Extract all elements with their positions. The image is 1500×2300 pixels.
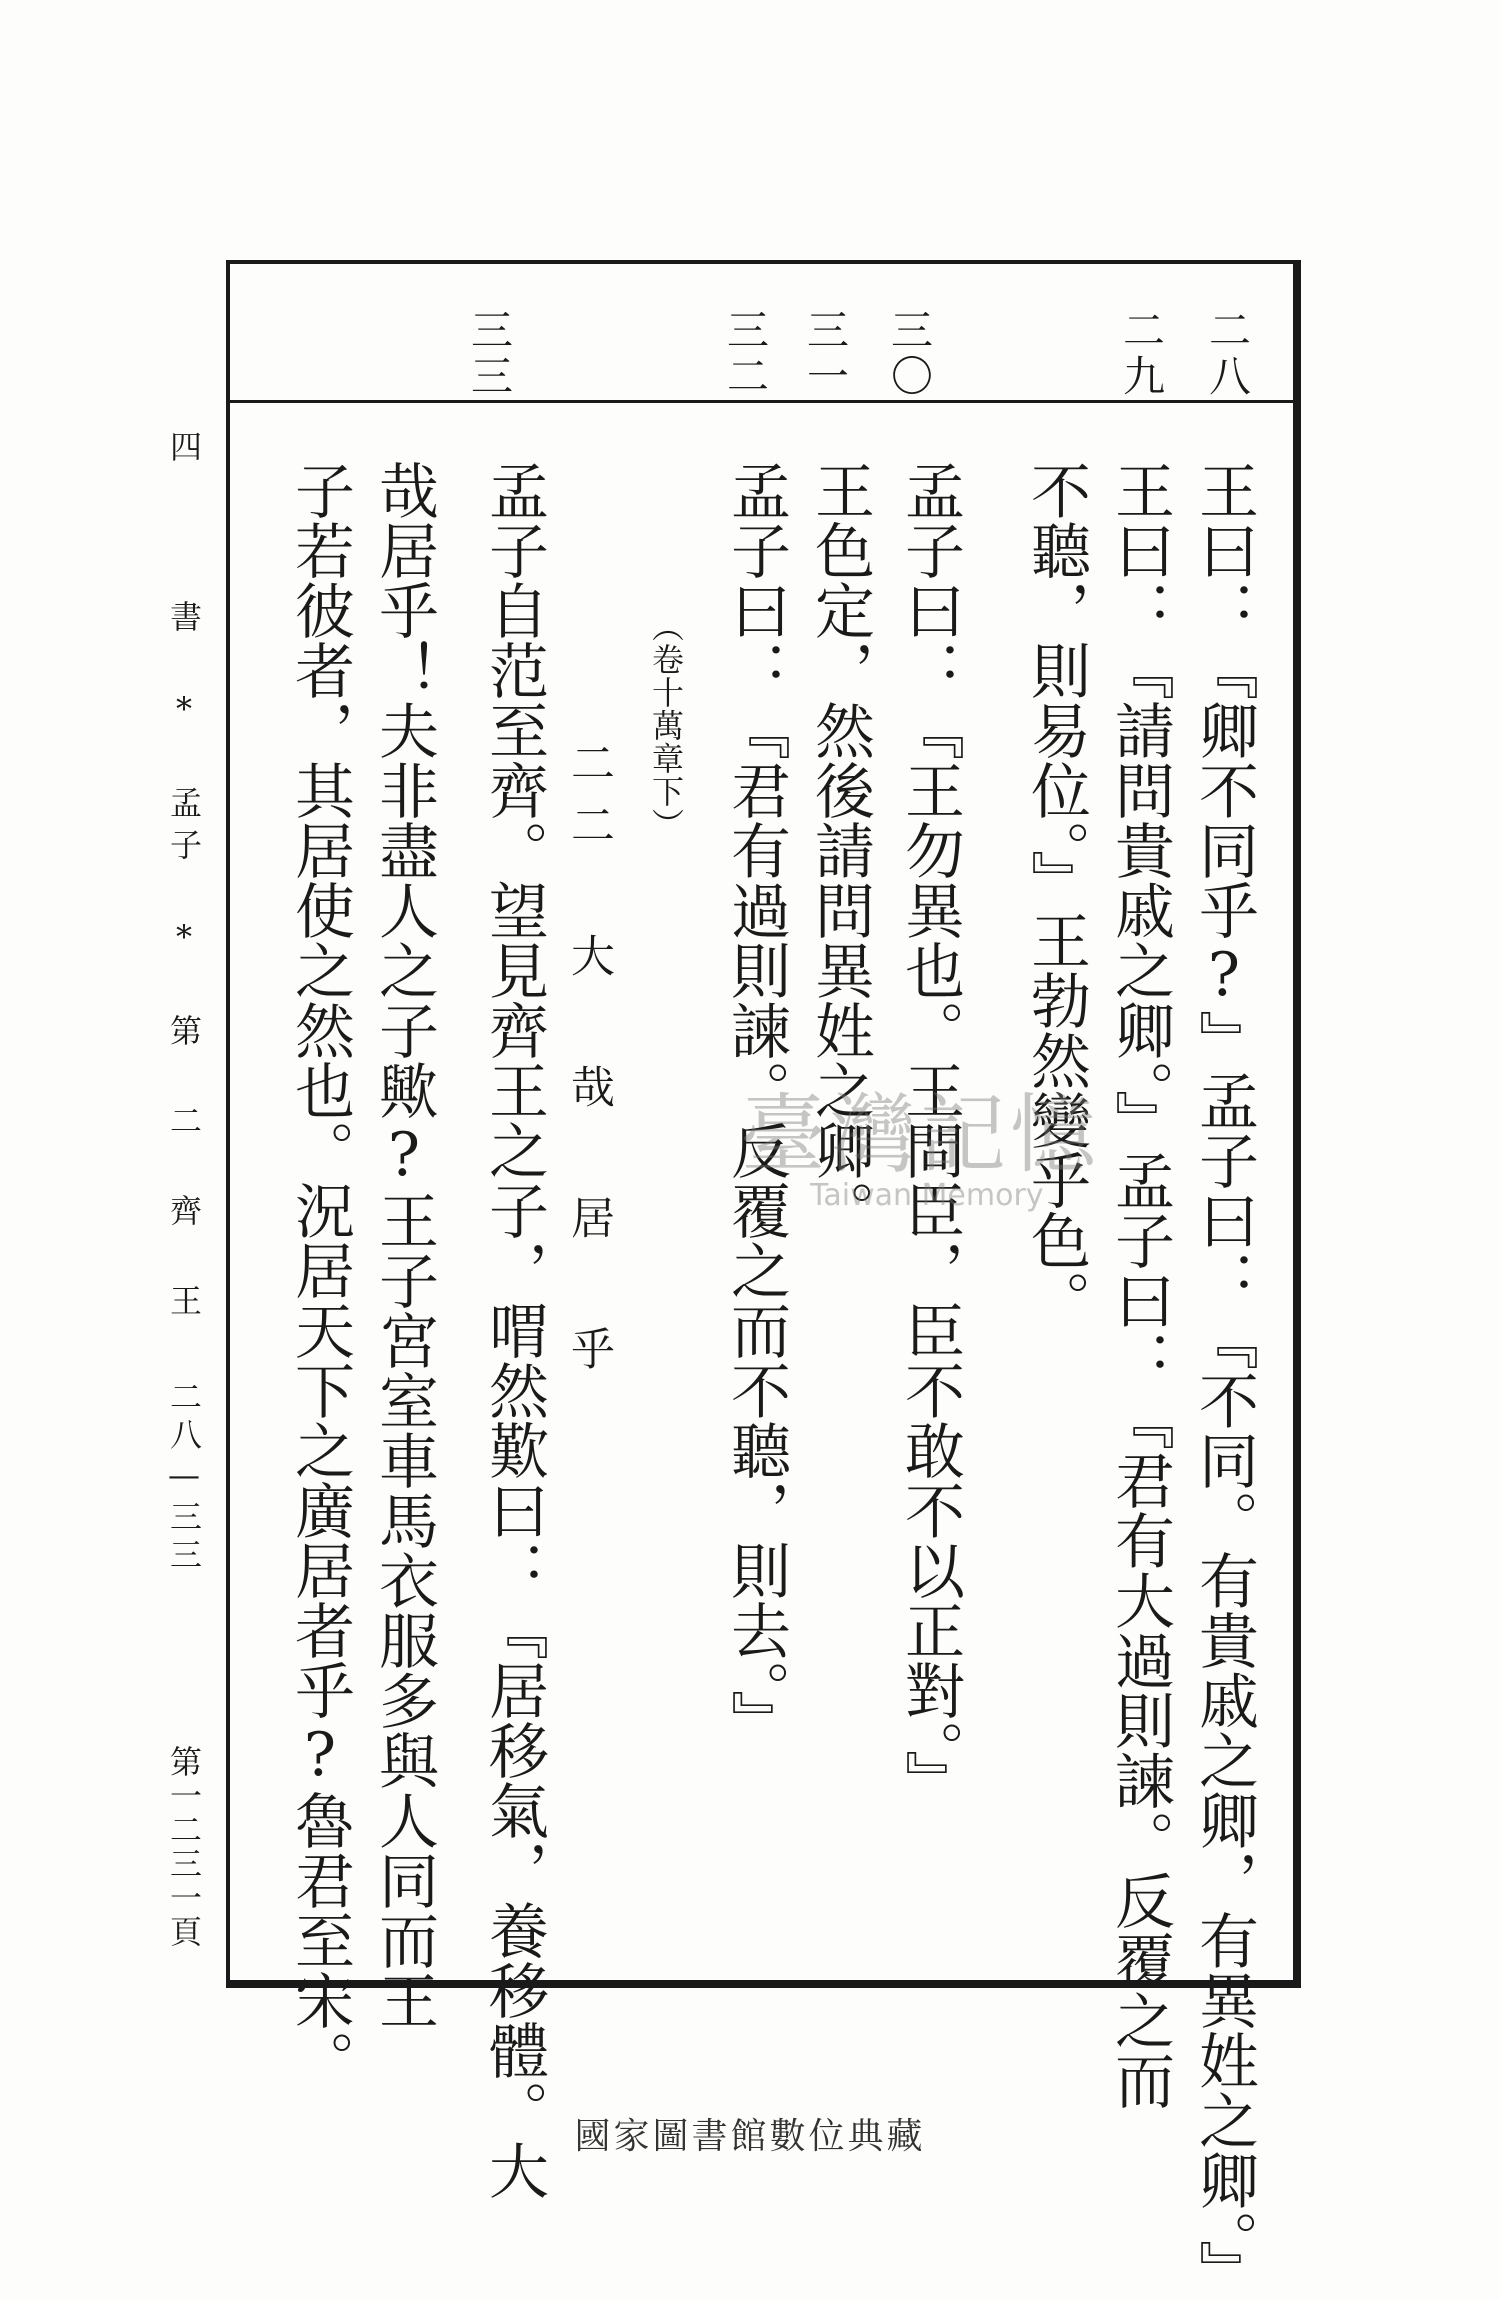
text-column: 孟子自范至齊。望見齊王之子，喟然歎曰：『居移氣，養移體。大 (479, 460, 549, 2200)
text-column: 王色定，然後請問異姓之卿。 (805, 460, 875, 1240)
text-column: 子若彼者，其居使之然也。況居天下之廣居者乎?魯君至宋。 (285, 460, 355, 2090)
line-number-30: 三〇 (885, 308, 934, 400)
text-column: 孟子曰：『君有過則諫。反覆之而不聽，則去。』 (721, 460, 791, 1750)
section-heading: 二二 大 哉 居 乎 (563, 740, 614, 1388)
watermark-subtitle: Taiwan Memory (810, 1178, 1044, 1213)
margin-page-number: 第一二三一頁 (165, 1745, 203, 1949)
margin-volume: 四 (165, 430, 203, 464)
margin-book-title: 書 * 孟子 * 第 二 齊 王 (165, 600, 203, 1326)
line-number-32: 三二 (721, 308, 770, 400)
text-column: 孟子曰：『王勿異也。王問臣，臣不敢不以正對。』 (895, 460, 965, 1810)
text-column: 王曰：『請問貴戚之卿。』孟子曰：『君有大過則諫。反覆之而 (1105, 460, 1175, 2110)
line-number-29: 二九 (1117, 308, 1166, 400)
footer-credit: 國家圖書館數位典藏 (574, 2116, 926, 2157)
line-number-28: 二八 (1203, 308, 1252, 400)
line-number-31: 三一 (801, 308, 850, 400)
watermark-title: 臺灣記憶 (740, 1085, 1100, 1185)
source-note: （卷十萬章下） (647, 610, 685, 841)
text-column: 不聽，則易位。』王勃然變乎色。 (1021, 460, 1091, 1330)
text-column: 哉居乎！夫非盡人之子歟?王子宮室車馬衣服多與人同而王 (369, 460, 439, 2030)
text-column: 王曰：『卿不同乎?』孟子曰：『不同。有貴戚之卿，有異姓之卿。』 (1189, 460, 1259, 2300)
header-rule (226, 400, 1301, 403)
line-number-33: 三三 (465, 308, 514, 400)
margin-line-range: 二八—三三 (165, 1380, 203, 1576)
